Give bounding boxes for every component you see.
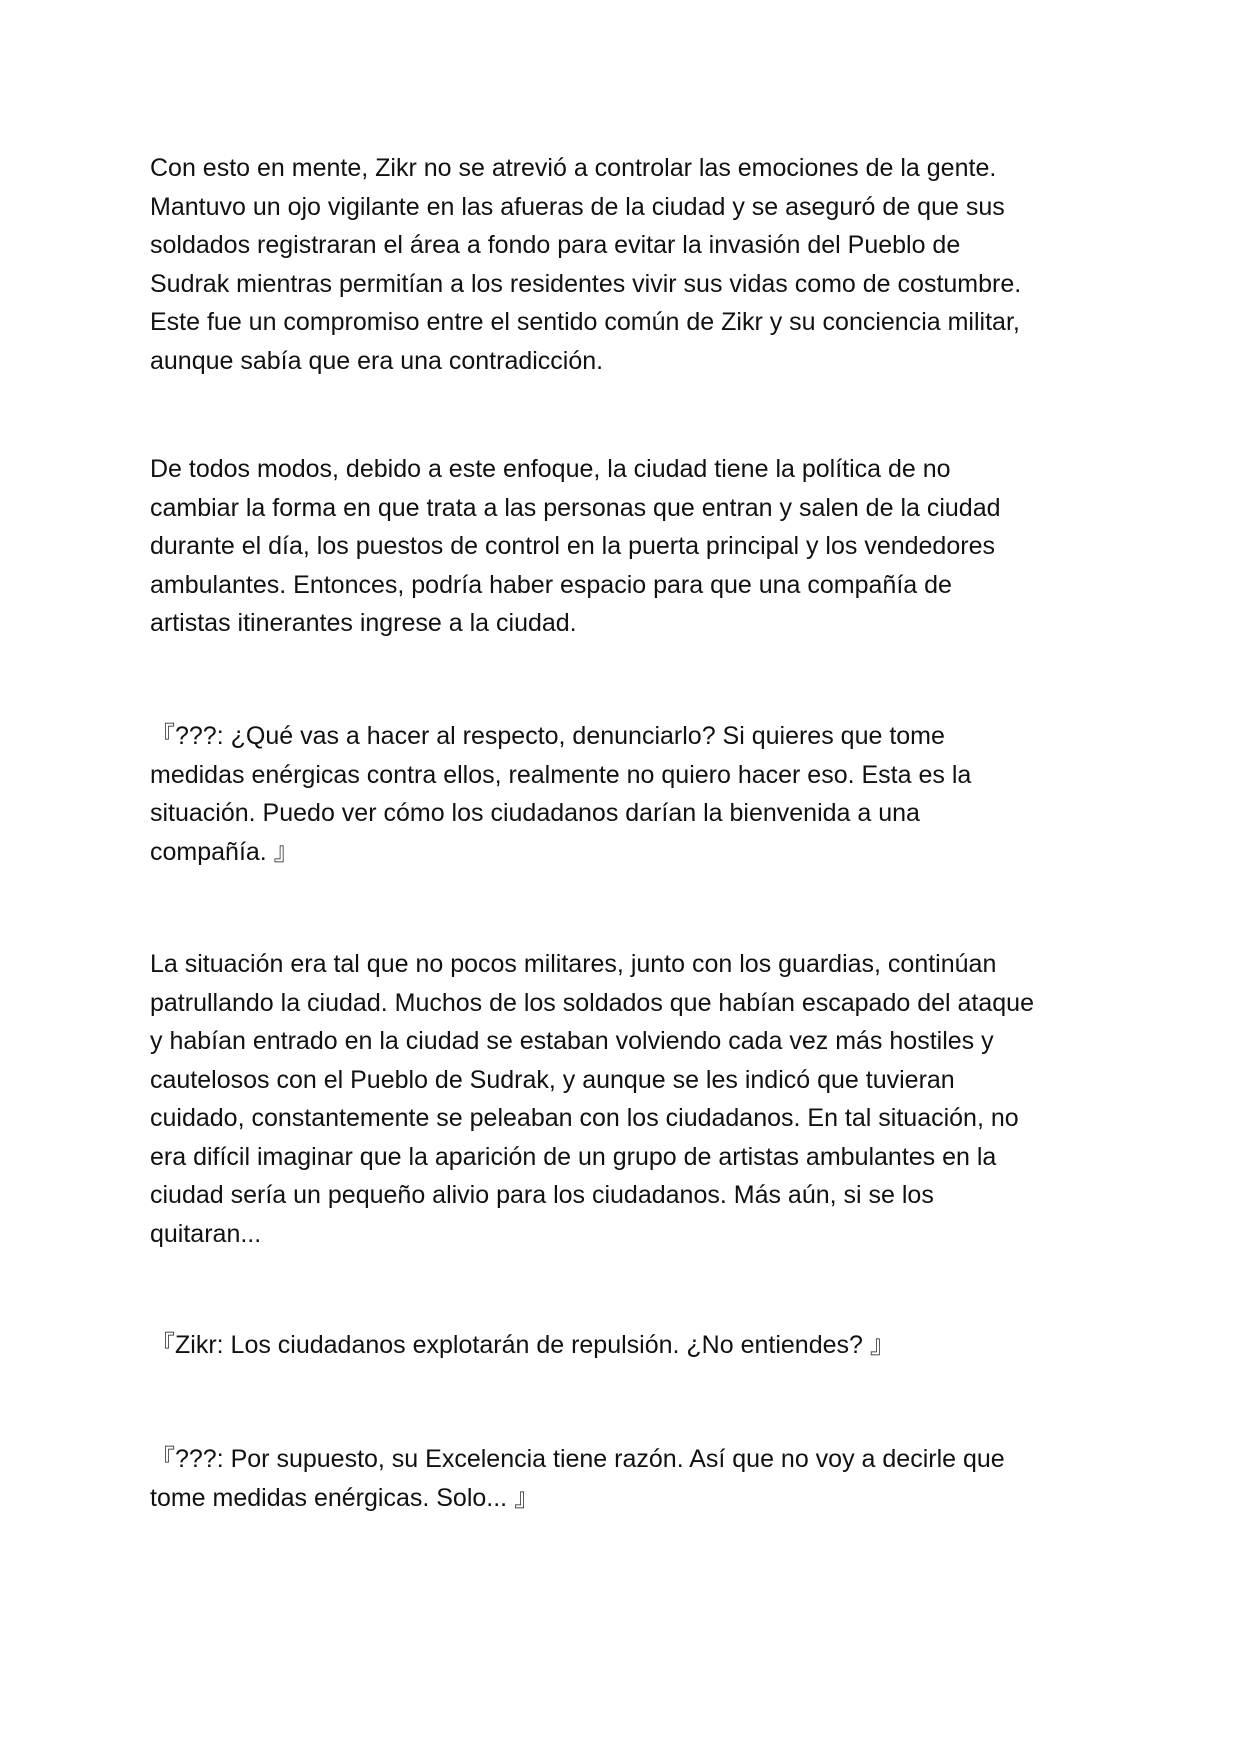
paragraph-narration-1: Con esto en mente, Zikr no se atrevió a controlar las emociones de la gente. Mantuvo un ojo vigilante en las afueras de la ciudad y se aseguró de que sus soldados registraran el área a fondo para evitar la invasión del Pueblo de Sudrak mientras permitían a los residentes vivir sus vidas como de costumbre. Este fue un compromiso entre el sentido común de Zikr y su conciencia militar, aunque sabía que era una contradicción. xyxy=(150,154,1022,375)
paragraph-narration-2: De todos modos, debido a este enfoque, la ciudad tiene la política de no cambiar la forma en que trata a las personas que entran y salen de la ciudad durante el día, los puestos de control en la puerta principal y los vendedores ambulantes. Entonces, podría haber espacio para que una compañía de artistas itinerantes ingrese a la ciudad. xyxy=(150,455,1001,637)
paragraph-dialogue-2: 『Zikr: Los ciudadanos explotarán de repulsión. ¿No entiendes? 』 xyxy=(150,1331,895,1359)
paragraph-narration-3: La situación era tal que no pocos militares, junto con los guardias, continúan patrullando la ciudad. Muchos de los soldados que habían escapado del ataque y habían entrado en la ciudad se estaban volviendo cada vez más hostiles y cautelosos con el Pueblo de Sudrak, y aunque se les indicó que tuvieran cuidado, constantemente se peleaban con los ciudadanos. En tal situación, no era difícil imaginar que la aparición de un grupo de artistas ambulantes en la ciudad sería un pequeño alivio para los ciudadanos. Más aún, si se los quitaran... xyxy=(150,950,1034,1248)
paragraph-dialogue-1: 『???: ¿Qué vas a hacer al respecto, denunciarlo? Si quieres que tome medidas enérgicas contra ellos, realmente no quiero hacer eso. Esta es la situación. Puedo ver cómo los ciudadanos darían la bienvenida a una compañía. 』 xyxy=(150,722,972,866)
paragraph-dialogue-3: 『???: Por supuesto, su Excelencia tiene razón. Así que no voy a decirle que tome medidas enérgicas. Solo... 』 xyxy=(150,1445,1005,1512)
